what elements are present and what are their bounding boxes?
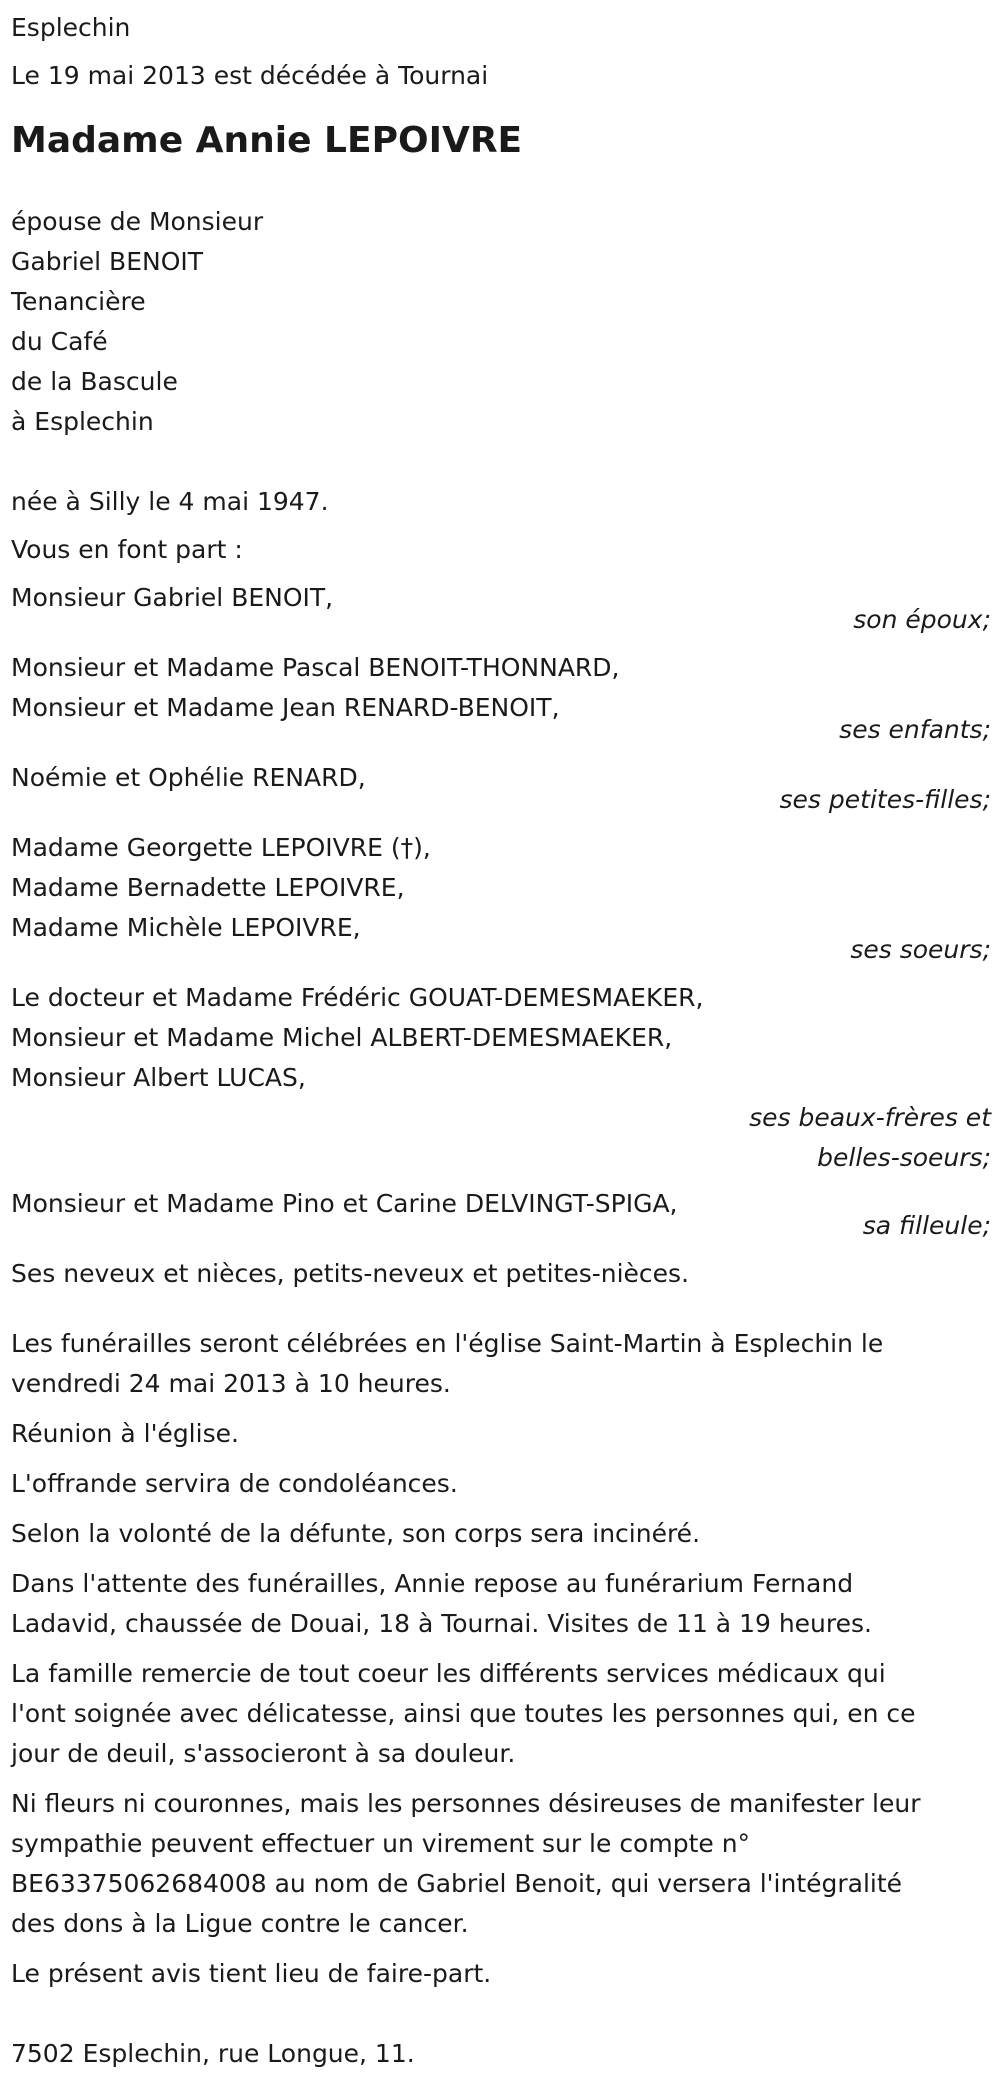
family-role: sa filleule; xyxy=(862,1211,991,1240)
notice-paragraph xyxy=(11,1954,996,1994)
family-name: Monsieur et Madame Pino et Carine DELVINGT-SPIGA, xyxy=(11,1189,678,1218)
family-role: ses enfants; xyxy=(839,715,991,744)
paragraph-line: Les funérailles seront célébrées en l'église Saint-Martin à Esplechin le xyxy=(11,1329,884,1358)
family-name: Monsieur et Madame Jean RENARD-BENOIT, xyxy=(11,693,560,722)
family-role: belles-soeurs; xyxy=(817,1143,991,1172)
paragraph-line: L'offrande servira de condoléances. xyxy=(11,1469,458,1498)
intro-line: Vous en font part : xyxy=(11,535,243,564)
family-name: Monsieur et Madame Michel ALBERT-DEMESMAEKER, xyxy=(11,1023,673,1052)
family-name: Madame Michèle LEPOIVRE, xyxy=(11,913,361,942)
paragraph-line: jour de deuil, s'associeront à sa douleur. xyxy=(11,1739,516,1768)
meeting-paragraph xyxy=(11,1414,996,1454)
paragraph-line: sympathie peuvent effectuer un virement sur le compte n° xyxy=(11,1829,751,1858)
family-group-goddaughter xyxy=(11,1184,996,1246)
relatives-line: Ses neveux et nièces, petits-neveux et petites-nièces. xyxy=(11,1259,690,1288)
family-name: Noémie et Ophélie RENARD, xyxy=(11,763,366,792)
family-name: Monsieur Albert LUCAS, xyxy=(11,1063,306,1092)
deceased-name: Madame Annie LEPOIVRE xyxy=(11,120,523,161)
paragraph-line: Le présent avis tient lieu de faire-part. xyxy=(11,1959,492,1988)
family-group-in-laws xyxy=(11,978,996,1178)
cremation-paragraph xyxy=(11,1514,996,1554)
birth-line: née à Silly le 4 mai 1947. xyxy=(11,487,329,516)
family-role: ses beaux-frères et xyxy=(749,1103,991,1132)
family-name: Monsieur Gabriel BENOIT, xyxy=(11,583,334,612)
paragraph-line: Réunion à l'église. xyxy=(11,1419,239,1448)
death-line: Le 19 mai 2013 est décédée à Tournai xyxy=(11,61,489,90)
family-group-sisters xyxy=(11,828,996,970)
family-role: ses soeurs; xyxy=(850,935,991,964)
family-name: Le docteur et Madame Frédéric GOUAT-DEMESMAEKER, xyxy=(11,983,704,1012)
family-group-granddaughters xyxy=(11,758,996,820)
bio-line: à Esplechin xyxy=(11,407,154,436)
offering-paragraph xyxy=(11,1464,996,1504)
family-name: Monsieur et Madame Pascal BENOIT-THONNARD, xyxy=(11,653,620,682)
donation-paragraph xyxy=(11,1784,996,1944)
paragraph-line: l'ont soignée avec délicatesse, ainsi que toutes les personnes qui, en ce xyxy=(11,1699,916,1728)
funeral-paragraph xyxy=(11,1324,996,1404)
paragraph-line: vendredi 24 mai 2013 à 10 heures. xyxy=(11,1369,451,1398)
family-name: Madame Bernadette LEPOIVRE, xyxy=(11,873,405,902)
family-group-children xyxy=(11,648,996,750)
place-line: Esplechin xyxy=(11,13,131,42)
bio-line: de la Bascule xyxy=(11,367,178,396)
paragraph-line: Ni fleurs ni couronnes, mais les personnes désireuses de manifester leur xyxy=(11,1789,921,1818)
family-role: son époux; xyxy=(853,605,991,634)
paragraph-line: des dons à la Ligue contre le cancer. xyxy=(11,1909,469,1938)
paragraph-line: Selon la volonté de la défunte, son corps sera incinéré. xyxy=(11,1519,701,1548)
paragraph-line: La famille remercie de tout coeur les différents services médicaux qui xyxy=(11,1659,886,1688)
bio-line: du Café xyxy=(11,327,108,356)
paragraph-line: Dans l'attente des funérailles, Annie repose au funérarium Fernand xyxy=(11,1569,854,1598)
paragraph-line: Ladavid, chaussée de Douai, 18 à Tournai. Visites de 11 à 19 heures. xyxy=(11,1609,872,1638)
thanks-paragraph xyxy=(11,1654,996,1774)
family-group-spouse xyxy=(11,578,996,640)
funerarium-paragraph xyxy=(11,1564,996,1644)
address-line: 7502 Esplechin, rue Longue, 11. xyxy=(11,2039,415,2068)
bio-line: épouse de Monsieur xyxy=(11,207,264,236)
bio-line: Tenancière xyxy=(11,287,146,316)
family-role: ses petites-filles; xyxy=(779,785,991,814)
family-name: Madame Georgette LEPOIVRE (†), xyxy=(11,833,431,862)
bio-line: Gabriel BENOIT xyxy=(11,247,204,276)
paragraph-line: BE63375062684008 au nom de Gabriel Benoit, qui versera l'intégralité xyxy=(11,1869,903,1898)
